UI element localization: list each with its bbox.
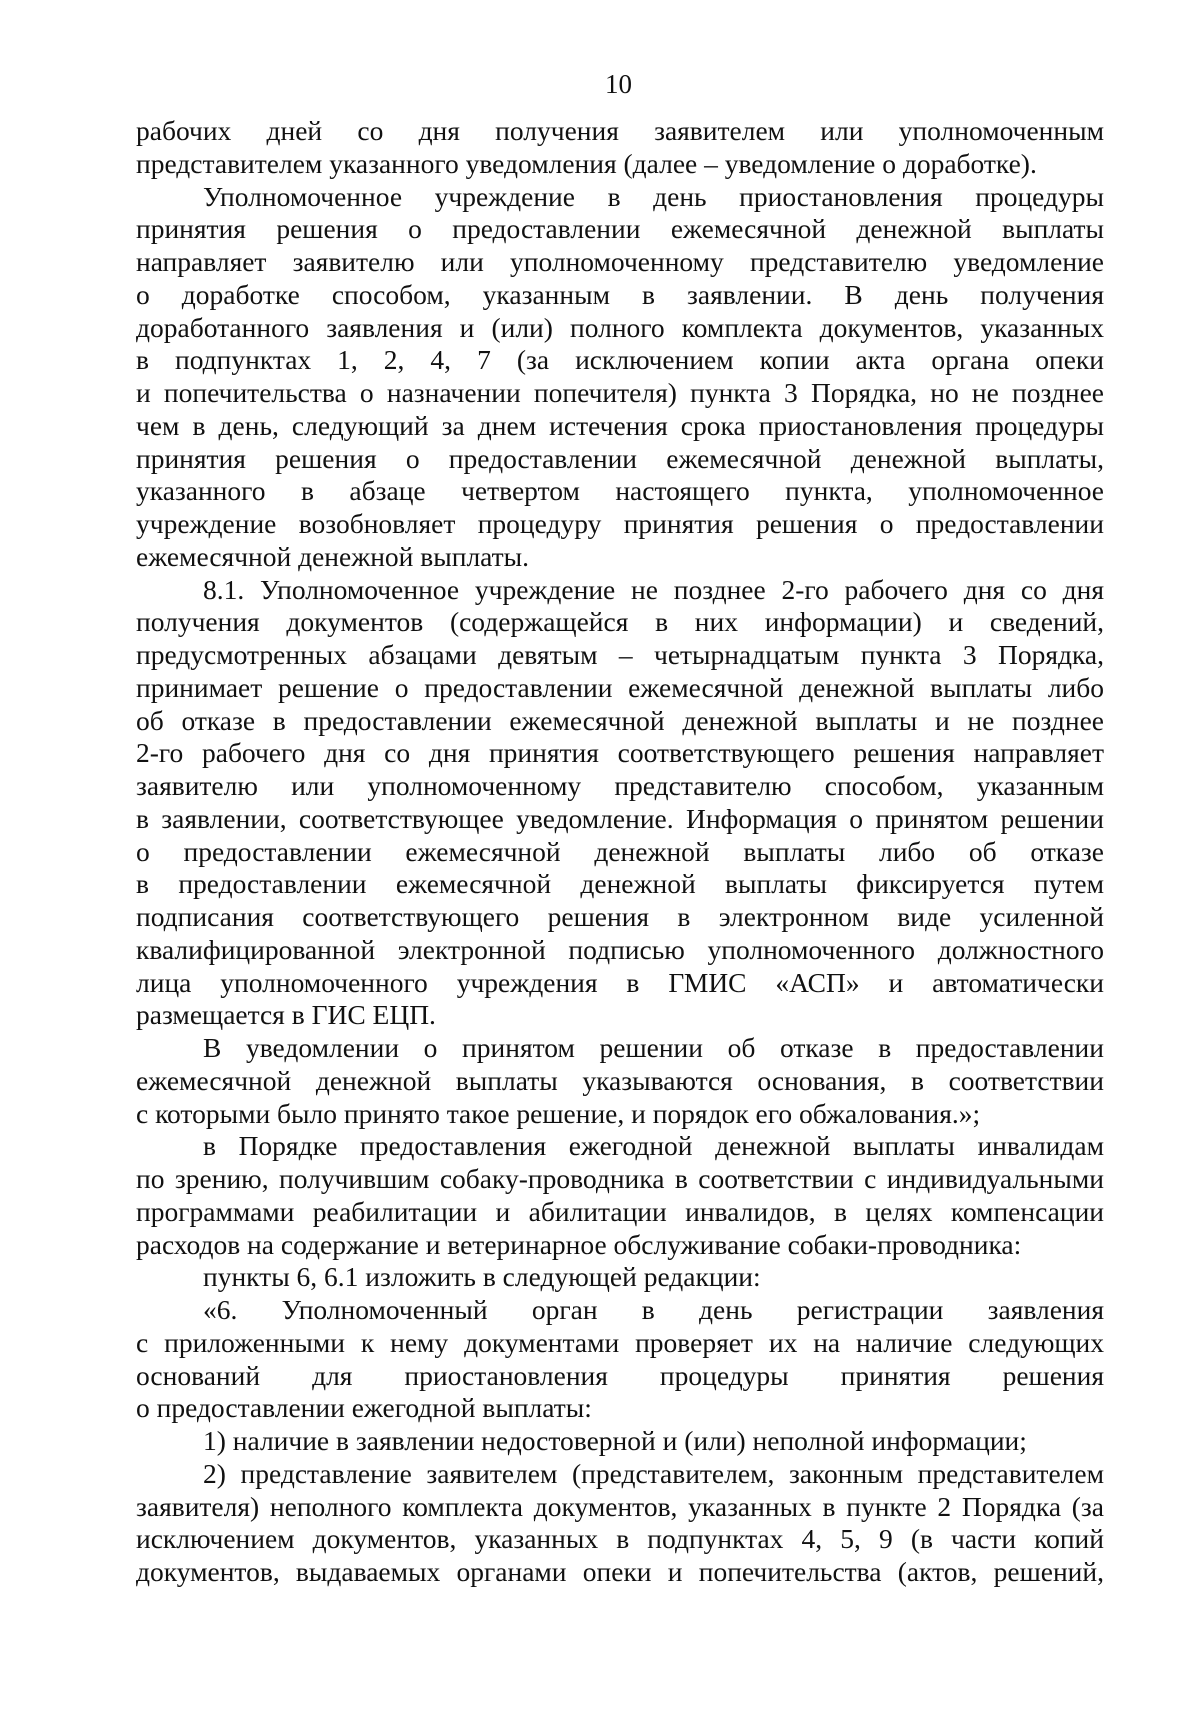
text-line: В уведомлении о принятом решении об отказе в предоставлении bbox=[203, 1032, 1104, 1063]
text-line: чем в день, следующий за днем истечения срока приостановления процедуры bbox=[136, 409, 1104, 441]
text-line: 8.1. Уполномоченное учреждение не позднее 2-го рабочего дня со дня bbox=[203, 573, 1104, 605]
text-line: в подпунктах 1, 2, 4, 7 (за исключением копии акта органа опеки bbox=[136, 344, 1104, 376]
text-line: с приложенными к нему документами проверяет их на наличие следующих bbox=[136, 1326, 1104, 1358]
text-line: в предоставлении ежемесячной денежной выплаты фиксируется путем bbox=[136, 868, 1104, 900]
document-body bbox=[136, 115, 1104, 1589]
text-line: в заявлении, соответствующее уведомление. Информация о принятом решении bbox=[136, 802, 1104, 834]
text-line: о доработке способом, указанным в заявлении. В день получения bbox=[136, 278, 1104, 310]
text-line: принятия решения о предоставлении ежемесячной денежной выплаты bbox=[136, 213, 1104, 245]
text-line: с которыми было принято такое решение, и порядок его обжалования.»; bbox=[136, 1097, 981, 1129]
text-line: «6. Уполномоченный орган в день регистрации заявления bbox=[203, 1294, 1104, 1325]
text-line: Уполномоченное учреждение в день приостановления процедуры bbox=[203, 180, 1104, 212]
text-line: квалифицированной электронной подписью уполномоченного должностного bbox=[136, 933, 1104, 965]
text-line: учреждение возобновляет процедуру принятия решения о предоставлении bbox=[136, 508, 1104, 539]
text-line: указанного в абзаце четвертом настоящего пункта, уполномоченное bbox=[136, 475, 1104, 507]
text-line: рабочих дней со дня получения заявителем или уполномоченным bbox=[136, 115, 1104, 146]
text-line: подписания соответствующего решения в электронном виде усиленной bbox=[136, 901, 1104, 932]
text-line: предусмотренных абзацами девятым – четырнадцатым пункта 3 Порядка, bbox=[136, 639, 1104, 670]
text-line: о предоставлении ежемесячной денежной выплаты либо об отказе bbox=[136, 835, 1104, 867]
text-line: и попечительства о назначении попечителя) пункта 3 Порядка, но не позднее bbox=[136, 377, 1104, 408]
text-line: представителем указанного уведомления (далее – уведомление о доработке). bbox=[136, 147, 1037, 179]
text-line: по зрению, получившим собаку-проводника в соответствии с индивидуальными bbox=[136, 1163, 1104, 1194]
text-line: об отказе в предоставлении ежемесячной денежной выплаты и не позднее bbox=[136, 704, 1104, 736]
text-line: лица уполномоченного учреждения в ГМИС «АСП» и автоматически bbox=[136, 966, 1104, 998]
text-line: принимает решение о предоставлении ежемесячной денежной выплаты либо bbox=[136, 671, 1104, 703]
text-line: ежемесячной денежной выплаты. bbox=[136, 540, 530, 572]
text-line: пункты 6, 6.1 изложить в следующей редакции: bbox=[203, 1261, 761, 1293]
page-number: 10 bbox=[605, 69, 632, 99]
text-line: исключением документов, указанных в подпунктах 4, 5, 9 (в части копий bbox=[136, 1523, 1104, 1555]
text-line: размещается в ГИС ЕЦП. bbox=[136, 999, 436, 1031]
text-line: документов, выдаваемых органами опеки и попечительства (актов, решений, bbox=[136, 1556, 1104, 1587]
text-line: доработанного заявления и (или) полного комплекта документов, указанных bbox=[136, 311, 1104, 343]
text-line: 1) наличие в заявлении недостоверной и (или) неполной информации; bbox=[203, 1425, 1027, 1456]
text-line: ежемесячной денежной выплаты указываются основания, в соответствии bbox=[136, 1064, 1104, 1096]
text-line: оснований для приостановления процедуры принятия решения bbox=[136, 1359, 1104, 1391]
text-line: заявителя) неполного комплекта документов, указанных в пункте 2 Порядка (за bbox=[136, 1490, 1104, 1522]
text-line: заявителю или уполномоченному представителю способом, указанным bbox=[136, 770, 1104, 801]
text-line: о предоставлении ежегодной выплаты: bbox=[136, 1392, 592, 1424]
text-line: принятия решения о предоставлении ежемесячной денежной выплаты, bbox=[136, 442, 1104, 474]
text-line: направляет заявителю или уполномоченному представителю уведомление bbox=[136, 246, 1104, 277]
text-line: программами реабилитации и абилитации инвалидов, в целях компенсации bbox=[136, 1195, 1104, 1227]
text-line: получения документов (содержащейся в них информации) и сведений, bbox=[136, 606, 1104, 638]
text-line: в Порядке предоставления ежегодной денежной выплаты инвалидам bbox=[203, 1130, 1104, 1162]
text-line: 2) представление заявителем (представителем, законным представителем bbox=[203, 1457, 1104, 1489]
text-line: 2-го рабочего дня со дня принятия соответствующего решения направляет bbox=[136, 737, 1104, 769]
text-line: расходов на содержание и ветеринарное обслуживание собаки-проводника: bbox=[136, 1228, 1022, 1260]
